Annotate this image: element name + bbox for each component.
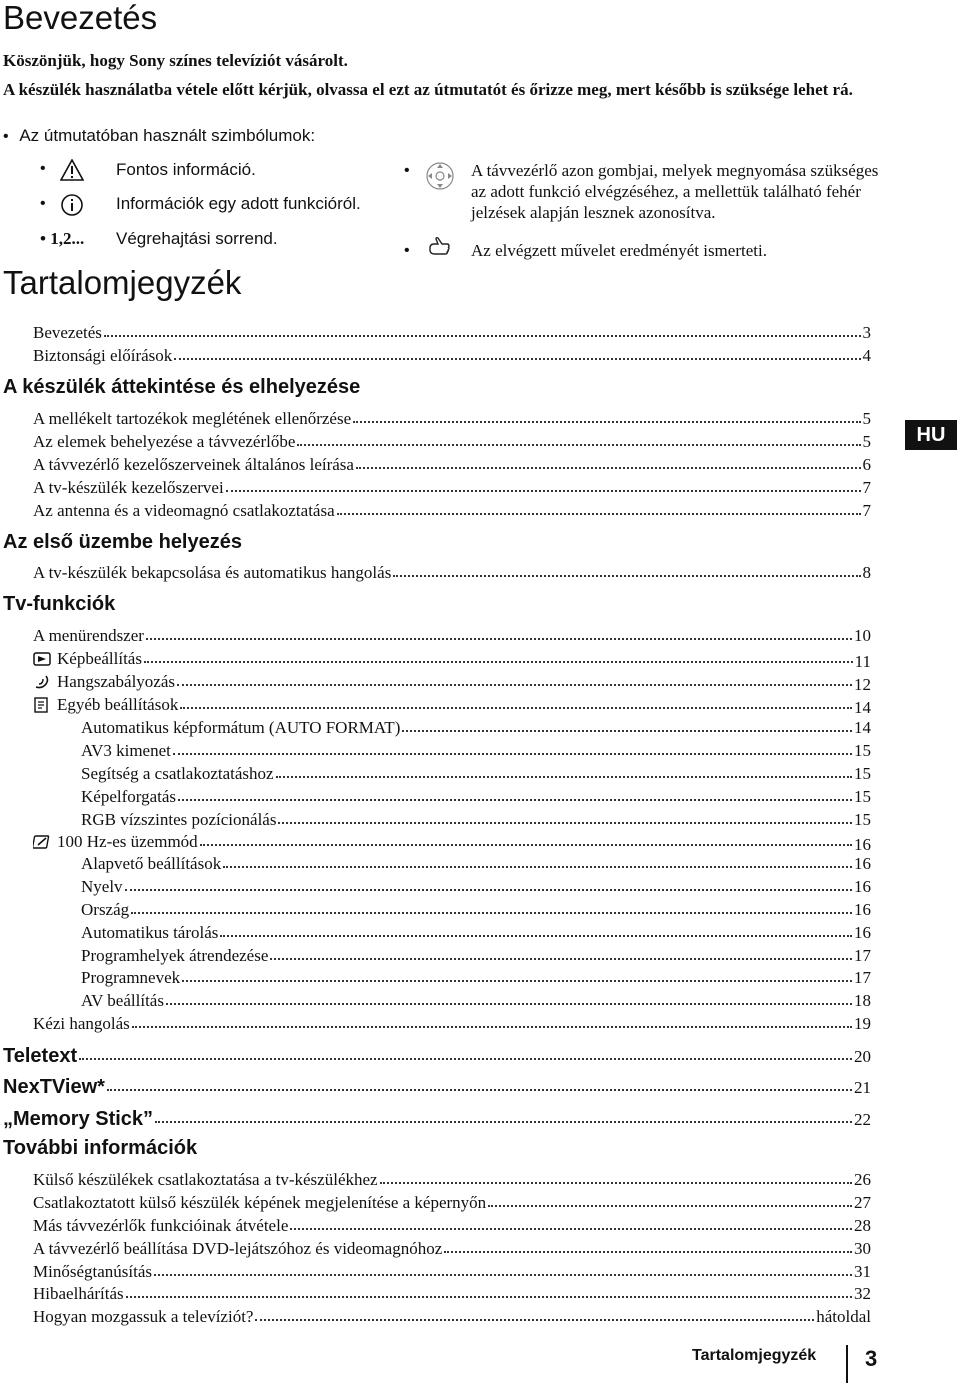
page-title: Bevezetés	[3, 0, 158, 36]
toc-entry[interactable]: AV3 kimenet 15	[81, 741, 871, 760]
toc-entry[interactable]: Az antenna és a videomagnó csatlakoztatása 7	[33, 501, 871, 520]
features-menu-icon	[33, 697, 51, 713]
toc-entry[interactable]: A mellékelt tartozékok meglétének ellenőrzése 5	[33, 409, 871, 428]
toc-entry[interactable]: Biztonsági előírások 4	[33, 346, 871, 365]
toc-entry[interactable]: Képelforgatás 15	[81, 787, 871, 806]
toc-entry[interactable]: Ország 16	[81, 900, 871, 919]
bullet-icon: •	[40, 160, 46, 177]
toc-section-heading: Tv-funkciók	[3, 593, 116, 615]
instruction-text: A készülék használatba vétele előtt kérjük, olvassa el ezt az útmutatót és őrizze meg, mert később is szüksége lehet rá.	[3, 80, 853, 99]
toc-entry[interactable]: Képbeállítás 11	[33, 648, 871, 670]
toc-entry[interactable]: A távvezérlő kezelőszerveinek általános leírása 6	[33, 455, 871, 474]
toc-title: Tartalomjegyzék	[3, 264, 242, 301]
sound-menu-icon	[33, 674, 51, 690]
symbol-hand-text: Az elvégzett művelet eredményét ismerteti.	[471, 241, 767, 260]
toc-entry[interactable]: Hibaelhárítás 32	[33, 1284, 871, 1303]
toc-entry[interactable]: Bevezetés 3	[33, 323, 871, 342]
symbols-heading-label: Az útmutatóban használt szimbólumok:	[19, 126, 316, 145]
toc-entry[interactable]: Nyelv 16	[81, 877, 871, 896]
bullet-icon: •	[3, 128, 9, 145]
toc-entry[interactable]: A távvezérlő beállítása DVD-lejátszóhoz és videomagnóhoz 30	[33, 1239, 871, 1258]
setup-menu-icon	[33, 834, 51, 850]
toc-major-entry[interactable]: „Memory Stick” 22	[3, 1108, 871, 1130]
toc-entry[interactable]: Automatikus tárolás 16	[81, 923, 871, 942]
symbol-remote-text: A távvezérlő azon gombjai, melyek megnyomása szükséges az adott funkció elvégzéséhez, a mellettük található fehér jelzések alapján lesznek azonosítva.	[471, 161, 879, 222]
toc-entry[interactable]: Segítség a csatlakoztatáshoz 15	[81, 764, 871, 783]
hand-icon	[426, 235, 452, 266]
bullet-icon: •	[404, 242, 410, 259]
toc-entry[interactable]: Egyéb beállítások 14	[33, 694, 871, 716]
toc-major-entry[interactable]: NexTView* 21	[3, 1076, 871, 1098]
toc-page: 3	[862, 323, 871, 342]
toc-entry[interactable]: Programnevek 17	[81, 968, 871, 987]
symbols-heading	[3, 126, 315, 147]
toc-entry[interactable]: A tv-készülék bekapcsolása és automatikus hangolás 8	[33, 563, 871, 582]
toc-section-heading: A készülék áttekintése és elhelyezése	[3, 376, 361, 398]
toc-entry[interactable]: Az elemek behelyezése a távvezérlőbe 5	[33, 432, 871, 451]
bullet-icon: •	[40, 195, 46, 212]
warning-icon	[60, 159, 84, 186]
toc-entry[interactable]: A menürendszer 10	[33, 626, 871, 645]
toc-entry[interactable]: Kézi hangolás 19	[33, 1014, 871, 1033]
toc-entry[interactable]: A tv-készülék kezelőszervei 7	[33, 478, 871, 497]
symbol-info-text: Információk egy adott funkcióról.	[116, 194, 361, 213]
sequence-marker: • 1,2...	[40, 229, 85, 248]
thanks-text: Köszönjük, hogy Sony színes televíziót vásárolt.	[3, 51, 348, 70]
toc-entry[interactable]: Automatikus képformátum (AUTO FORMAT) 14	[81, 718, 871, 737]
toc-page: 4	[862, 346, 871, 365]
info-icon	[60, 193, 84, 222]
toc-section-heading: Az első üzembe helyezés	[3, 531, 242, 553]
language-tab: HU	[905, 420, 957, 450]
toc-entry[interactable]: Minőségtanúsítás 31	[33, 1262, 871, 1281]
symbol-warning-text: Fontos információ.	[116, 160, 256, 179]
toc-entry[interactable]: Alapvető beállítások 16	[81, 854, 871, 873]
bullet-icon: •	[404, 162, 410, 179]
picture-menu-icon	[33, 651, 51, 667]
toc-section-heading: További információk	[3, 1137, 198, 1159]
toc-entry[interactable]: Más távvezérlők funkcióinak átvétele 28	[33, 1216, 871, 1235]
footer-divider	[846, 1345, 848, 1383]
toc-entry[interactable]: 100 Hz-es üzemmód 16	[33, 831, 871, 853]
footer-section-label: Tartalomjegyzék	[692, 1347, 817, 1364]
toc-entry[interactable]: Programhelyek átrendezése 17	[81, 946, 871, 965]
toc-entry[interactable]: Hogyan mozgassuk a televíziót? hátoldal	[33, 1307, 871, 1326]
toc-entry[interactable]: AV beállítás 18	[81, 991, 871, 1010]
toc-major-entry[interactable]: Teletext 20	[3, 1045, 871, 1067]
remote-buttons-icon	[424, 160, 456, 197]
page-number: 3	[865, 1346, 878, 1371]
symbol-sequence-text: Végrehajtási sorrend.	[116, 229, 278, 248]
toc-entry[interactable]: Csatlakoztatott külső készülék képének megjelenítése a képernyőn 27	[33, 1193, 871, 1212]
toc-entry[interactable]: Külső készülékek csatlakoztatása a tv-készülékhez 26	[33, 1170, 871, 1189]
toc-entry[interactable]: Hangszabályozás 12	[33, 671, 871, 693]
toc-entry[interactable]: RGB vízszintes pozícionálás 15	[81, 810, 871, 829]
